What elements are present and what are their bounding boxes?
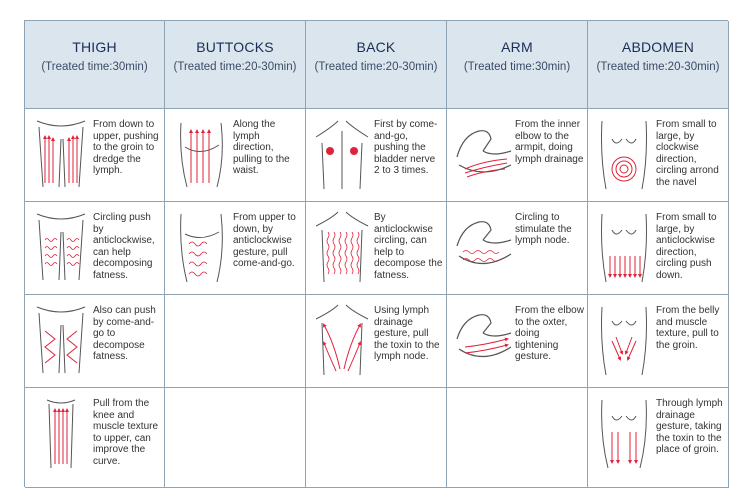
arm-circling-icon (453, 210, 513, 284)
cell-thigh-2 (25, 202, 165, 295)
column-title: ABDOMEN (621, 39, 695, 55)
treatment-table (24, 20, 728, 487)
instruction-text: From upper to down, by anticlockwise gesture, pull come-and-go. (233, 212, 296, 270)
column-title: THIGH (72, 39, 117, 55)
instruction-text: Also can push by come-and-go to decompose fatness. (93, 305, 156, 363)
instruction-text: Using lymph drainage gesture, pull the toxin to the lymph node. (374, 305, 440, 363)
buttocks-lymph-icon (171, 117, 231, 191)
instruction-text: Pull from the knee and muscle texture to upper, can improve the curve. (93, 398, 159, 467)
abdomen-push-down-icon (594, 210, 654, 284)
cell-arm-1 (447, 109, 588, 202)
instruction-text: Circling push by anticlockwise, can help decomposing fatness. (93, 212, 155, 281)
thigh-come-and-go-icon (31, 303, 91, 377)
cell-back-3 (306, 295, 447, 388)
instruction-text: From the belly and muscle texture, pull to the groin. (656, 305, 720, 351)
instruction-text: From down to upper, pushing to the groin to dredge the lymph. (93, 119, 159, 177)
cell-abdomen-4 (588, 388, 729, 488)
cell-back-4-empty (306, 388, 447, 488)
abdomen-drainage-icon (594, 396, 654, 470)
column-time: (Treated time:20-30min) (314, 61, 438, 73)
back-points-icon (312, 117, 372, 191)
back-circling-icon (312, 210, 372, 284)
buttocks-circling-icon (171, 210, 231, 284)
cell-back-1 (306, 109, 447, 202)
header-back (306, 21, 447, 109)
arm-drainage-icon (453, 117, 513, 191)
cell-abdomen-1 (588, 109, 729, 202)
header-thigh (25, 21, 165, 109)
cell-buttocks-2 (165, 202, 306, 295)
header-abdomen (588, 21, 729, 109)
cell-arm-4-empty (447, 388, 588, 488)
header-buttocks (165, 21, 306, 109)
column-time: (Treated time:20-30min) (173, 61, 297, 73)
cell-arm-3 (447, 295, 588, 388)
cell-thigh-3 (25, 295, 165, 388)
instruction-text: From the elbow to the oxter, doing tightening gesture. (515, 305, 584, 363)
cell-back-2 (306, 202, 447, 295)
cell-buttocks-4-empty (165, 388, 306, 488)
abdomen-spiral-icon (594, 117, 654, 191)
cell-thigh-1 (25, 109, 165, 202)
instruction-text: From small to large, by clockwise direction, circling arrond the navel (656, 119, 719, 188)
instruction-text: By anticlockwise circling, can help to decompose the fatness. (374, 212, 443, 281)
cell-arm-2 (447, 202, 588, 295)
instruction-text: Circling to stimulate the lymph node. (515, 212, 572, 247)
column-title: ARM (501, 39, 533, 55)
back-drainage-icon (312, 303, 372, 377)
thigh-circling-icon (31, 210, 91, 284)
leg-upward-arrows-icon (31, 396, 91, 470)
instruction-text: From small to large, by anticlockwise direction, circling push down. (656, 212, 717, 281)
header-arm (447, 21, 588, 109)
abdomen-groin-icon (594, 303, 654, 377)
instruction-text: From the inner elbow to the armpit, doing lymph drainage (515, 119, 584, 165)
cell-abdomen-2 (588, 202, 729, 295)
cell-buttocks-1 (165, 109, 306, 202)
instruction-text: Through lymph drainage gesture, taking the toxin to the place of groin. (656, 398, 723, 456)
arm-tightening-icon (453, 303, 513, 377)
thigh-upward-arrows-icon (31, 117, 91, 191)
column-title: BACK (356, 39, 396, 55)
instruction-text: First by come-and-go, pushing the bladder nerve 2 to 3 times. (374, 119, 438, 177)
column-title: BUTTOCKS (196, 39, 274, 55)
column-time: (Treated time:20-30min) (596, 61, 720, 73)
cell-thigh-4 (25, 388, 165, 488)
cell-abdomen-3 (588, 295, 729, 388)
instruction-text: Along the lymph direction, pulling to the waist. (233, 119, 290, 177)
column-time: (Treated time:30min) (463, 61, 571, 73)
cell-buttocks-3-empty (165, 295, 306, 388)
column-time: (Treated time:30min) (41, 61, 148, 73)
